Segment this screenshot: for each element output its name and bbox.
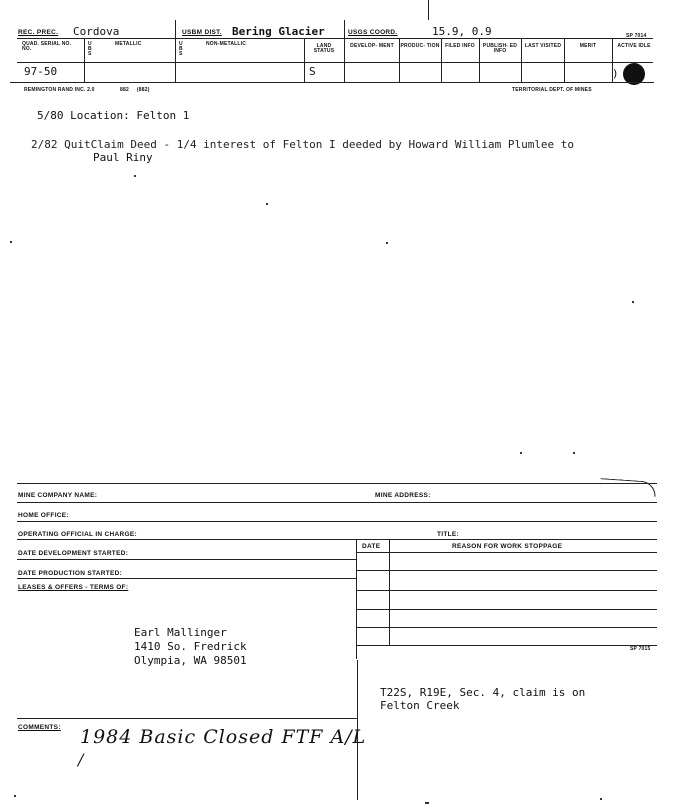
- line-reason-2: [357, 570, 657, 571]
- line-operating: [17, 539, 657, 540]
- col-land-status: LAND STATUS: [313, 43, 335, 54]
- line-reason-1: [357, 552, 657, 553]
- vsep-lower-left: [356, 539, 357, 659]
- col-last-visited: LAST VISITED: [524, 43, 562, 49]
- vsep: [84, 38, 85, 82]
- usbm-dist-value: Bering Glacier: [232, 25, 325, 38]
- speck: [266, 203, 268, 205]
- usgs-coord-value: 15.9, 0.9: [432, 25, 492, 38]
- vsep: [399, 38, 400, 82]
- header-line-3: [10, 82, 654, 83]
- line-reason-6: [357, 645, 657, 646]
- speck: [10, 241, 12, 243]
- date-production-label: DATE PRODUCTION STARTED:: [18, 570, 123, 577]
- title-label: TITLE:: [437, 531, 460, 538]
- note-line-2: 2/82 QuitClaim Deed - 1/4 interest of Felton I deeded by Howard William Plumlee to: [31, 138, 575, 151]
- vsep-date: [389, 539, 390, 645]
- address-line-3: Olympia, WA 98501: [134, 654, 247, 667]
- top-tick-mark: [428, 0, 429, 20]
- vsep: [344, 20, 345, 82]
- col-published-info: PUBLISH- ED INFO: [482, 43, 518, 54]
- col-production: PRODUC- TION: [400, 43, 440, 49]
- comments-top-line: [17, 718, 357, 719]
- note-line-1: 5/80 Location: Felton 1: [37, 109, 190, 122]
- form-number: SP 7014: [626, 33, 647, 39]
- line-home: [17, 521, 657, 522]
- printer-text: REMINGTON RAND INC. 2.0: [24, 87, 95, 93]
- rec-prec-label: REC. PREC.: [18, 29, 59, 36]
- col-filed-info: FILED INFO: [445, 43, 475, 49]
- speck: [632, 301, 634, 303]
- speck: [520, 452, 522, 454]
- header-line-1: [17, 38, 653, 39]
- lower-top-line: [17, 483, 657, 484]
- non-metallic-ubs: U B S: [179, 41, 183, 57]
- speck: [425, 802, 429, 804]
- col-development: DEVELOP- MENT: [350, 43, 394, 49]
- handwritten-mark: /: [78, 750, 85, 769]
- active-bracket: ): [612, 67, 619, 80]
- header-line-2: [17, 62, 653, 63]
- printer-code: 882 (882): [120, 87, 150, 93]
- mine-company-name-label: MINE COMPANY NAME:: [18, 492, 98, 499]
- home-office-label: HOME OFFICE:: [18, 512, 69, 519]
- vsep: [612, 38, 613, 82]
- territorial-text: TERRITORIAL DEPT. OF MINES: [512, 87, 592, 93]
- land-status-value: S: [309, 65, 316, 78]
- line-development: [17, 559, 357, 560]
- line-reason-4: [357, 609, 657, 610]
- comments-label: COMMENTS:: [18, 724, 61, 731]
- usgs-coord-label: USGS COORD.: [348, 29, 398, 36]
- top-right-curve: [600, 478, 657, 497]
- quad-serial-value: 97-50: [24, 65, 58, 78]
- date-col-label: DATE: [362, 543, 381, 550]
- rec-prec-value: Cordova: [73, 25, 120, 38]
- usbm-dist-label: USBM DIST.: [182, 29, 222, 36]
- handwritten-comment: 1984 Basic Closed FTF A/L: [80, 726, 367, 748]
- address-line-2: 1410 So. Fredrick: [134, 640, 247, 653]
- line-reason-3: [357, 590, 657, 591]
- reason-col-label: REASON FOR WORK STOPPAGE: [452, 543, 563, 550]
- col-metallic: METALLIC: [115, 41, 142, 47]
- speck: [386, 242, 388, 244]
- vsep: [304, 38, 305, 82]
- vsep: [521, 38, 522, 82]
- speck: [14, 795, 16, 797]
- col-active-idle: ACTIVE IDLE: [617, 43, 651, 49]
- note-line-3: Paul Riny: [93, 151, 153, 164]
- vsep: [175, 20, 176, 82]
- form-number-2: SP 7015: [630, 646, 651, 652]
- speck: [134, 175, 136, 177]
- location-line-2: Felton Creek: [380, 699, 460, 712]
- line-company: [17, 502, 657, 503]
- leases-label: LEASES & OFFERS - TERMS OF:: [18, 584, 129, 591]
- col-quad-serial: QUAD. SERIAL NO. NO.: [22, 41, 72, 52]
- metallic-ubs: U B S: [88, 41, 92, 57]
- speck: [600, 798, 602, 800]
- speck: [573, 452, 575, 454]
- location-line-1: T22S, R19E, Sec. 4, claim is on: [380, 686, 586, 699]
- col-merit: MERIT: [579, 43, 597, 49]
- col-non-metallic: NON-METALLIC: [206, 41, 247, 47]
- mine-address-label: MINE ADDRESS:: [375, 492, 431, 499]
- operating-official-label: OPERATING OFFICIAL IN CHARGE:: [18, 531, 137, 538]
- vsep: [479, 38, 480, 82]
- line-reason-5: [357, 627, 657, 628]
- address-line-1: Earl Mallinger: [134, 626, 227, 639]
- line-production: [17, 578, 357, 579]
- date-development-label: DATE DEVELOPMENT STARTED:: [18, 550, 129, 557]
- vsep: [564, 38, 565, 82]
- vsep: [441, 38, 442, 82]
